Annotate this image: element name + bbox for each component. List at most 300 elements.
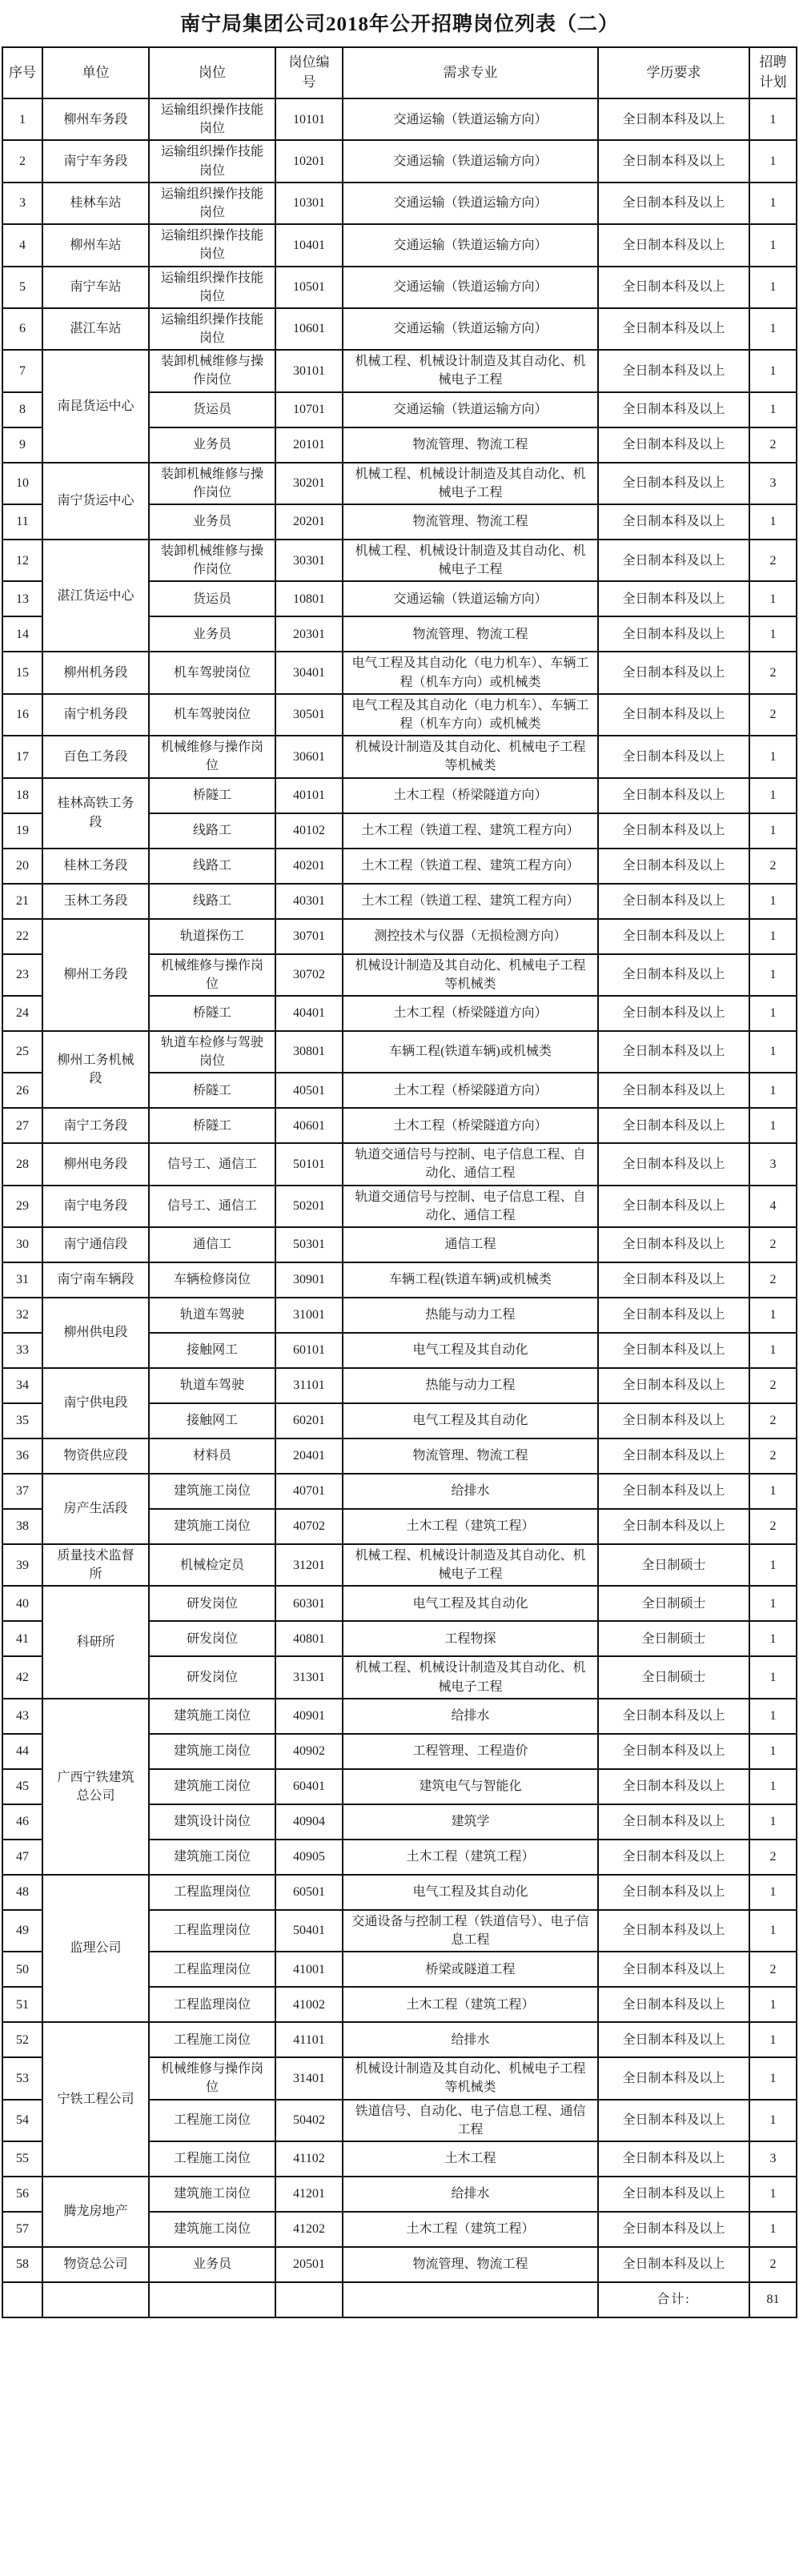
cell-major: 交通运输（铁道运输方向） (343, 392, 598, 427)
cell-serial: 53 (2, 2057, 42, 2099)
table-row (2, 1186, 797, 1227)
cell-education: 全日制本科及以上 (598, 1952, 749, 1987)
cell-code: 41102 (275, 2141, 343, 2177)
cell-education: 全日制本科及以上 (598, 813, 749, 849)
cell-position: 材料员 (149, 1438, 275, 1474)
cell-position: 业务员 (149, 2247, 275, 2282)
cell-plan: 3 (749, 1143, 797, 1185)
cell-unit: 科研所 (42, 1586, 149, 1698)
cell-major: 交通运输（铁道运输方向） (343, 98, 598, 140)
total-row (2, 2282, 797, 2317)
cell-position: 建筑施工岗位 (149, 2177, 275, 2212)
table-row (2, 463, 797, 504)
cell-education: 全日制本科及以上 (598, 581, 749, 616)
cell-serial: 44 (2, 1734, 42, 1769)
cell-position: 工程监理岗位 (149, 1910, 275, 1952)
cell-education: 全日制本科及以上 (598, 2141, 749, 2177)
cell-code: 60301 (275, 1586, 343, 1621)
cell-plan: 1 (749, 1769, 797, 1804)
cell-serial: 28 (2, 1143, 42, 1185)
cell-serial: 50 (2, 1952, 42, 1987)
cell-plan: 1 (749, 1544, 797, 1586)
cell-major: 电气工程及其自动化 (343, 1403, 598, 1438)
cell-code: 41202 (275, 2212, 343, 2247)
cell-serial: 11 (2, 504, 42, 540)
cell-education: 全日制本科及以上 (598, 616, 749, 652)
cell-plan: 1 (749, 140, 797, 182)
cell-plan: 1 (749, 224, 797, 266)
cell-education: 全日制本科及以上 (598, 996, 749, 1031)
cell-education: 全日制本科及以上 (598, 1474, 749, 1509)
table-row (2, 2177, 797, 2212)
cell-plan: 2 (749, 1840, 797, 1875)
table-row (2, 884, 797, 919)
cell-plan: 2 (749, 1438, 797, 1474)
column-header-major: 需求专业 (343, 47, 598, 98)
cell-code: 30501 (275, 694, 343, 736)
cell-major: 交通运输（铁道运输方向） (343, 183, 598, 224)
cell-education: 全日制本科及以上 (598, 1403, 749, 1438)
cell-position: 业务员 (149, 616, 275, 652)
cell-major: 土木工程（建筑工程） (343, 2212, 598, 2247)
cell-major: 车辆工程(铁道车辆)或机械类 (343, 1031, 598, 1073)
cell-serial: 25 (2, 1031, 42, 1073)
cell-plan: 1 (749, 1073, 797, 1108)
cell-serial: 31 (2, 1262, 42, 1298)
cell-position: 建筑设计岗位 (149, 1804, 275, 1840)
cell-plan: 1 (749, 1474, 797, 1509)
cell-serial: 35 (2, 1403, 42, 1438)
cell-serial: 51 (2, 1987, 42, 2022)
cell-position: 工程施工岗位 (149, 2100, 275, 2141)
cell-position: 通信工 (149, 1227, 275, 1262)
cell-unit: 南昆货运中心 (42, 350, 149, 462)
cell-education: 全日制硕士 (598, 1544, 749, 1586)
cell-unit: 柳州机务段 (42, 652, 149, 693)
cell-code: 10101 (275, 98, 343, 140)
cell-major: 热能与动力工程 (343, 1298, 598, 1333)
cell-code: 60401 (275, 1769, 343, 1804)
cell-code: 40901 (275, 1699, 343, 1734)
cell-serial: 55 (2, 2141, 42, 2177)
cell-education: 全日制本科及以上 (598, 884, 749, 919)
cell-unit: 监理公司 (42, 1875, 149, 2022)
cell-major: 给排水 (343, 1474, 598, 1509)
cell-unit: 玉林工务段 (42, 884, 149, 919)
cell-education: 全日制本科及以上 (598, 1734, 749, 1769)
cell-education: 全日制硕士 (598, 1586, 749, 1621)
table-header (2, 47, 797, 98)
cell-position: 车辆检修岗位 (149, 1262, 275, 1298)
cell-serial: 48 (2, 1875, 42, 1910)
cell-serial: 14 (2, 616, 42, 652)
cell-position: 运输组织操作技能岗位 (149, 98, 275, 140)
cell-major: 建筑电气与智能化 (343, 1769, 598, 1804)
cell-code: 50201 (275, 1186, 343, 1227)
cell-position: 接触网工 (149, 1403, 275, 1438)
cell-code: 30701 (275, 919, 343, 954)
cell-major: 物流管理、物流工程 (343, 616, 598, 652)
cell-major: 电气工程及其自动化 (343, 1875, 598, 1910)
cell-code: 41201 (275, 2177, 343, 2212)
cell-code: 40801 (275, 1621, 343, 1656)
cell-unit: 柳州电务段 (42, 1143, 149, 1185)
cell-serial: 37 (2, 1474, 42, 1509)
table-row (2, 1031, 797, 1073)
cell-position: 机械检定员 (149, 1544, 275, 1586)
cell-education: 全日制本科及以上 (598, 2212, 749, 2247)
cell-unit: 南宁通信段 (42, 1227, 149, 1262)
cell-plan: 1 (749, 1875, 797, 1910)
table-row (2, 1108, 797, 1143)
cell-code: 31401 (275, 2057, 343, 2099)
cell-major: 物流管理、物流工程 (343, 427, 598, 463)
cell-education: 全日制本科及以上 (598, 1509, 749, 1544)
cell-serial: 38 (2, 1509, 42, 1544)
cell-major: 土木工程（铁道工程、建筑工程方向） (343, 849, 598, 884)
cell-serial: 27 (2, 1108, 42, 1143)
cell-serial: 41 (2, 1621, 42, 1656)
cell-education: 全日制本科及以上 (598, 652, 749, 693)
cell-plan: 1 (749, 2177, 797, 2212)
cell-unit: 柳州供电段 (42, 1298, 149, 1368)
cell-position: 工程施工岗位 (149, 2141, 275, 2177)
cell-plan: 3 (749, 2141, 797, 2177)
cell-major: 土木工程（建筑工程） (343, 1509, 598, 1544)
cell-education: 全日制本科及以上 (598, 308, 749, 350)
table-row (2, 919, 797, 954)
total-empty-position (149, 2282, 275, 2317)
table-row (2, 2247, 797, 2282)
cell-plan: 1 (749, 2212, 797, 2247)
cell-education: 全日制本科及以上 (598, 267, 749, 308)
cell-code: 20101 (275, 427, 343, 463)
cell-plan: 2 (749, 1227, 797, 1262)
cell-unit: 房产生活段 (42, 1474, 149, 1544)
cell-serial: 29 (2, 1186, 42, 1227)
cell-major: 机械设计制造及其自动化、机械电子工程等机械类 (343, 954, 598, 996)
cell-education: 全日制本科及以上 (598, 2177, 749, 2212)
cell-code: 31001 (275, 1298, 343, 1333)
cell-plan: 1 (749, 1586, 797, 1621)
cell-major: 电气工程及其自动化 (343, 1333, 598, 1368)
table-row (2, 98, 797, 140)
cell-unit: 湛江货运中心 (42, 540, 149, 652)
cell-serial: 46 (2, 1804, 42, 1840)
table-footer (2, 2282, 797, 2317)
cell-plan: 1 (749, 736, 797, 777)
cell-major: 交通运输（铁道运输方向） (343, 224, 598, 266)
header-row (2, 47, 797, 98)
cell-unit: 柳州工务机械段 (42, 1031, 149, 1108)
cell-major: 轨道交通信号与控制、电子信息工程、自动化、通信工程 (343, 1143, 598, 1185)
cell-position: 建筑施工岗位 (149, 1699, 275, 1734)
cell-plan: 2 (749, 1952, 797, 1987)
cell-plan: 1 (749, 392, 797, 427)
cell-plan: 1 (749, 1333, 797, 1368)
cell-major: 电气工程及其自动化（电力机车）、车辆工程（机车方向）或机械类 (343, 694, 598, 736)
cell-position: 轨道车驾驶 (149, 1368, 275, 1403)
cell-position: 货运员 (149, 581, 275, 616)
cell-plan: 1 (749, 2057, 797, 2099)
cell-serial: 56 (2, 2177, 42, 2212)
cell-education: 全日制本科及以上 (598, 1186, 749, 1227)
total-empty-serial (2, 2282, 42, 2317)
cell-unit: 物资供应段 (42, 1438, 149, 1474)
total-label: 合计: (598, 2282, 749, 2317)
cell-plan: 1 (749, 1987, 797, 2022)
cell-serial: 24 (2, 996, 42, 1031)
total-empty-unit (42, 2282, 149, 2317)
cell-code: 31101 (275, 1368, 343, 1403)
cell-major: 车辆工程(铁道车辆)或机械类 (343, 1262, 598, 1298)
page-title: 南宁局集团公司2018年公开招聘岗位列表（二） (179, 14, 619, 35)
cell-education: 全日制本科及以上 (598, 392, 749, 427)
cell-plan: 1 (749, 2100, 797, 2141)
cell-major: 交通运输（铁道运输方向） (343, 308, 598, 350)
cell-position: 机械维修与操作岗位 (149, 954, 275, 996)
cell-education: 全日制本科及以上 (598, 778, 749, 813)
cell-code: 40702 (275, 1509, 343, 1544)
table-row (2, 652, 797, 693)
cell-education: 全日制本科及以上 (598, 1227, 749, 1262)
cell-code: 10501 (275, 267, 343, 308)
cell-serial: 26 (2, 1073, 42, 1108)
table-row (2, 1544, 797, 1586)
cell-code: 50301 (275, 1227, 343, 1262)
cell-position: 建筑施工岗位 (149, 1734, 275, 1769)
cell-education: 全日制本科及以上 (598, 1438, 749, 1474)
cell-serial: 40 (2, 1586, 42, 1621)
cell-major: 机械工程、机械设计制造及其自动化、机械电子工程 (343, 1544, 598, 1586)
cell-code: 10301 (275, 183, 343, 224)
cell-unit: 南宁货运中心 (42, 463, 149, 540)
cell-position: 装卸机械维修与操作岗位 (149, 463, 275, 504)
cell-serial: 21 (2, 884, 42, 919)
cell-unit: 南宁工务段 (42, 1108, 149, 1143)
cell-education: 全日制本科及以上 (598, 1840, 749, 1875)
cell-unit: 南宁电务段 (42, 1186, 149, 1227)
table-row (2, 1143, 797, 1185)
table-row (2, 736, 797, 777)
cell-major: 土木工程（建筑工程） (343, 1840, 598, 1875)
cell-education: 全日制本科及以上 (598, 1073, 749, 1108)
cell-serial: 9 (2, 427, 42, 463)
cell-education: 全日制本科及以上 (598, 694, 749, 736)
cell-position: 研发岗位 (149, 1621, 275, 1656)
cell-plan: 1 (749, 1804, 797, 1840)
cell-position: 建筑施工岗位 (149, 1509, 275, 1544)
cell-education: 全日制本科及以上 (598, 1031, 749, 1073)
cell-code: 30601 (275, 736, 343, 777)
cell-serial: 42 (2, 1656, 42, 1698)
cell-serial: 39 (2, 1544, 42, 1586)
cell-position: 机械维修与操作岗位 (149, 2057, 275, 2099)
cell-education: 全日制本科及以上 (598, 849, 749, 884)
cell-major: 物流管理、物流工程 (343, 2247, 598, 2282)
cell-code: 50101 (275, 1143, 343, 1185)
cell-major: 工程物探 (343, 1621, 598, 1656)
cell-position: 工程监理岗位 (149, 1987, 275, 2022)
cell-position: 工程施工岗位 (149, 2022, 275, 2057)
cell-education: 全日制本科及以上 (598, 224, 749, 266)
cell-plan: 2 (749, 1368, 797, 1403)
cell-position: 建筑施工岗位 (149, 1474, 275, 1509)
cell-serial: 20 (2, 849, 42, 884)
cell-position: 建筑施工岗位 (149, 1840, 275, 1875)
cell-plan: 1 (749, 813, 797, 849)
cell-position: 运输组织操作技能岗位 (149, 308, 275, 350)
cell-major: 交通运输（铁道运输方向） (343, 267, 598, 308)
cell-code: 30301 (275, 540, 343, 581)
cell-code: 30201 (275, 463, 343, 504)
cell-code: 50401 (275, 1910, 343, 1952)
cell-serial: 17 (2, 736, 42, 777)
cell-major: 轨道交通信号与控制、电子信息工程、自动化、通信工程 (343, 1186, 598, 1227)
cell-unit: 柳州工务段 (42, 919, 149, 1031)
cell-major: 电气工程及其自动化（电力机车）、车辆工程（机车方向）或机械类 (343, 652, 598, 693)
cell-position: 信号工、通信工 (149, 1186, 275, 1227)
cell-unit: 南宁供电段 (42, 1368, 149, 1438)
cell-plan: 1 (749, 884, 797, 919)
cell-major: 机械工程、机械设计制造及其自动化、机械电子工程 (343, 1656, 598, 1698)
cell-position: 桥隧工 (149, 1108, 275, 1143)
cell-position: 建筑施工岗位 (149, 2212, 275, 2247)
cell-unit: 宁铁工程公司 (42, 2022, 149, 2177)
cell-major: 土木工程（铁道工程、建筑工程方向） (343, 884, 598, 919)
cell-plan: 1 (749, 1656, 797, 1698)
table-row (2, 694, 797, 736)
cell-plan: 1 (749, 1910, 797, 1952)
cell-position: 装卸机械维修与操作岗位 (149, 540, 275, 581)
cell-unit: 南宁南车辆段 (42, 1262, 149, 1298)
cell-unit: 百色工务段 (42, 736, 149, 777)
cell-education: 全日制本科及以上 (598, 183, 749, 224)
cell-plan: 2 (749, 540, 797, 581)
cell-position: 工程监理岗位 (149, 1952, 275, 1987)
cell-position: 轨道车检修与驾驶岗位 (149, 1031, 275, 1073)
table-row (2, 1262, 797, 1298)
cell-major: 给排水 (343, 2177, 598, 2212)
cell-code: 40905 (275, 1840, 343, 1875)
cell-serial: 33 (2, 1333, 42, 1368)
cell-serial: 15 (2, 652, 42, 693)
cell-plan: 2 (749, 849, 797, 884)
cell-code: 41101 (275, 2022, 343, 2057)
table-row (2, 350, 797, 391)
cell-plan: 3 (749, 463, 797, 504)
cell-unit: 桂林高铁工务段 (42, 778, 149, 849)
cell-plan: 2 (749, 1262, 797, 1298)
column-header-serial: 序号 (2, 47, 42, 98)
cell-serial: 36 (2, 1438, 42, 1474)
cell-serial: 57 (2, 2212, 42, 2247)
cell-serial: 5 (2, 267, 42, 308)
cell-major: 测控技术与仪器（无损检测方向） (343, 919, 598, 954)
cell-unit: 物资总公司 (42, 2247, 149, 2282)
cell-education: 全日制本科及以上 (598, 1333, 749, 1368)
cell-education: 全日制本科及以上 (598, 736, 749, 777)
table-row (2, 1699, 797, 1734)
cell-code: 30801 (275, 1031, 343, 1073)
cell-major: 交通设备与控制工程（铁道信号）、电子信息工程 (343, 1910, 598, 1952)
cell-serial: 34 (2, 1368, 42, 1403)
cell-unit: 南宁机务段 (42, 694, 149, 736)
cell-serial: 22 (2, 919, 42, 954)
cell-unit: 腾龙房地产 (42, 2177, 149, 2247)
cell-major: 物流管理、物流工程 (343, 1438, 598, 1474)
cell-serial: 19 (2, 813, 42, 849)
cell-major: 建筑学 (343, 1804, 598, 1840)
cell-unit: 广西宁铁建筑总公司 (42, 1699, 149, 1875)
cell-education: 全日制硕士 (598, 1656, 749, 1698)
column-header-unit: 单位 (42, 47, 149, 98)
table-row (2, 267, 797, 308)
cell-position: 运输组织操作技能岗位 (149, 183, 275, 224)
cell-plan: 4 (749, 1186, 797, 1227)
cell-plan: 1 (749, 954, 797, 996)
cell-code: 60501 (275, 1875, 343, 1910)
cell-serial: 3 (2, 183, 42, 224)
cell-education: 全日制本科及以上 (598, 1298, 749, 1333)
cell-code: 40301 (275, 884, 343, 919)
cell-plan: 1 (749, 308, 797, 350)
cell-plan: 1 (749, 1621, 797, 1656)
cell-position: 运输组织操作技能岗位 (149, 140, 275, 182)
cell-major: 土木工程 (343, 2141, 598, 2177)
cell-serial: 6 (2, 308, 42, 350)
table-row (2, 1474, 797, 1509)
cell-position: 信号工、通信工 (149, 1143, 275, 1185)
cell-plan: 1 (749, 1031, 797, 1073)
cell-position: 接触网工 (149, 1333, 275, 1368)
cell-major: 交通运输（铁道运输方向） (343, 140, 598, 182)
cell-education: 全日制本科及以上 (598, 540, 749, 581)
table-row (2, 1368, 797, 1403)
cell-plan: 1 (749, 1734, 797, 1769)
total-empty-code (275, 2282, 343, 2317)
cell-code: 31301 (275, 1656, 343, 1698)
cell-serial: 23 (2, 954, 42, 996)
cell-serial: 13 (2, 581, 42, 616)
cell-education: 全日制本科及以上 (598, 1143, 749, 1185)
cell-serial: 49 (2, 1910, 42, 1952)
table-row (2, 1298, 797, 1333)
cell-plan: 2 (749, 652, 797, 693)
cell-position: 轨道车驾驶 (149, 1298, 275, 1333)
cell-code: 40201 (275, 849, 343, 884)
cell-position: 桥隧工 (149, 996, 275, 1031)
cell-code: 40101 (275, 778, 343, 813)
cell-code: 30401 (275, 652, 343, 693)
cell-major: 热能与动力工程 (343, 1368, 598, 1403)
cell-education: 全日制本科及以上 (598, 140, 749, 182)
cell-position: 机车驾驶岗位 (149, 694, 275, 736)
cell-code: 40701 (275, 1474, 343, 1509)
cell-position: 研发岗位 (149, 1586, 275, 1621)
cell-code: 50402 (275, 2100, 343, 2141)
cell-education: 全日制本科及以上 (598, 1262, 749, 1298)
table-row (2, 1438, 797, 1474)
cell-plan: 1 (749, 183, 797, 224)
cell-major: 机械工程、机械设计制造及其自动化、机械电子工程 (343, 463, 598, 504)
table-row (2, 183, 797, 224)
cell-plan: 1 (749, 1108, 797, 1143)
cell-education: 全日制本科及以上 (598, 504, 749, 540)
cell-major: 桥梁或隧道工程 (343, 1952, 598, 1987)
cell-education: 全日制硕士 (598, 1621, 749, 1656)
cell-code: 40501 (275, 1073, 343, 1108)
